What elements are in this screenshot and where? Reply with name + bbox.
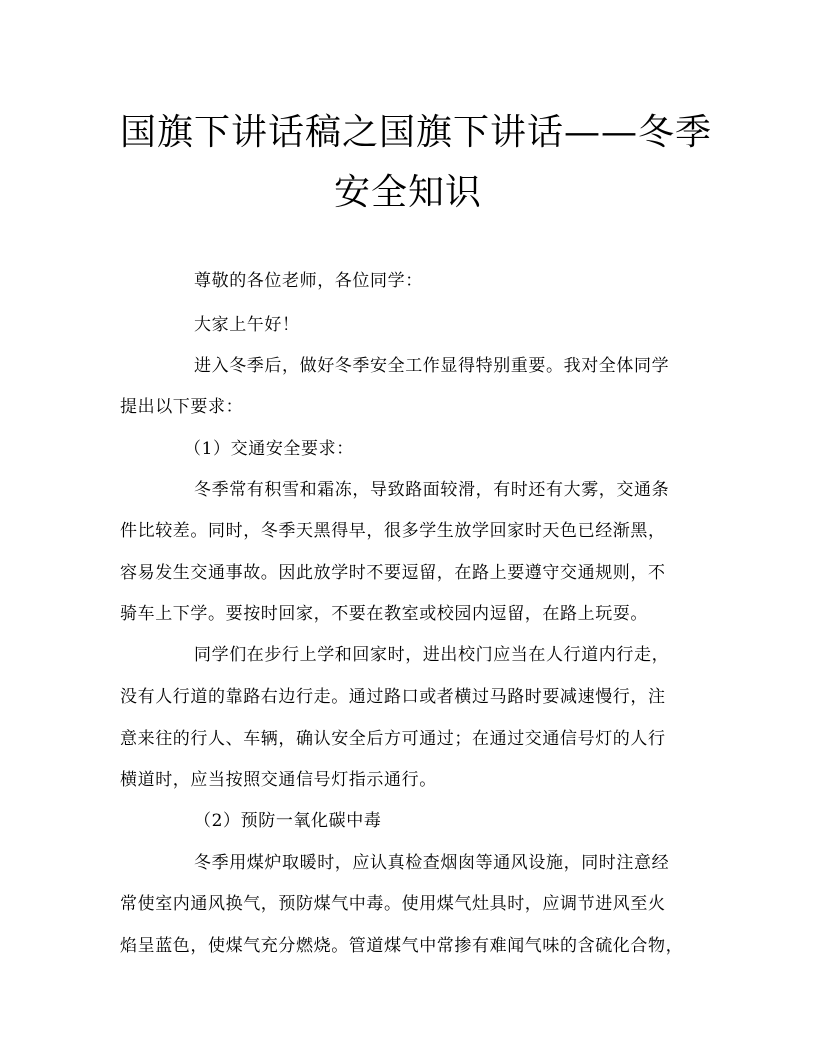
paragraph-1-line-2: 提出以下要求： xyxy=(120,397,244,417)
section-heading-co-poisoning: （2）预防一氧化碳中毒 xyxy=(194,811,382,831)
paragraph-4-line-2: 常使室内通风换气，预防煤气中毒。使用煤气灶具时，应调节进风至火 xyxy=(120,894,666,914)
paragraph-2-line-1: 冬季常有积雪和霜冻，导致路面较滑，有时还有大雾，交通条 xyxy=(194,480,670,500)
section-heading-traffic: （1）交通安全要求： xyxy=(184,439,354,459)
paragraph-2-line-3: 容易发生交通事故。因此放学时不要逗留，在路上要遵守交通规则，不 xyxy=(120,563,666,583)
paragraph-3-line-4: 横道时，应当按照交通信号灯指示通行。 xyxy=(120,770,437,790)
salutation-line: 大家上午好！ xyxy=(194,315,300,335)
paragraph-3-line-2: 没有人行道的靠路右边行走。通过路口或者横过马路时要减速慢行，注 xyxy=(120,687,666,707)
greeting-line: 尊敬的各位老师，各位同学： xyxy=(194,271,423,291)
paragraph-2-line-2: 件比较差。同时，冬季天黑得早，很多学生放学回家时天色已经渐黑， xyxy=(120,521,666,541)
paragraph-3-line-1: 同学们在步行上学和回家时，进出校门应当在人行道内行走， xyxy=(194,645,670,665)
paragraph-2-line-4: 骑车上下学。要按时回家，不要在教室或校园内逗留，在路上玩耍。 xyxy=(120,604,648,624)
paragraph-4-line-3: 焰呈蓝色，使煤气充分燃烧。管道煤气中常掺有难闻气味的含硫化合物， xyxy=(120,936,684,956)
document-title-line-1: 国旗下讲话稿之国旗下讲话——冬季 xyxy=(120,112,713,153)
document-title-line-2: 安全知识 xyxy=(333,172,482,213)
paragraph-3-line-3: 意来往的行人、车辆，确认安全后方可通过；在通过交通信号灯的人行 xyxy=(120,729,666,749)
paragraph-1-line-1: 进入冬季后，做好冬季安全工作显得特别重要。我对全体同学 xyxy=(194,356,670,376)
paragraph-4-line-1: 冬季用煤炉取暖时，应认真检查烟囱等通风设施，同时注意经 xyxy=(194,853,670,873)
